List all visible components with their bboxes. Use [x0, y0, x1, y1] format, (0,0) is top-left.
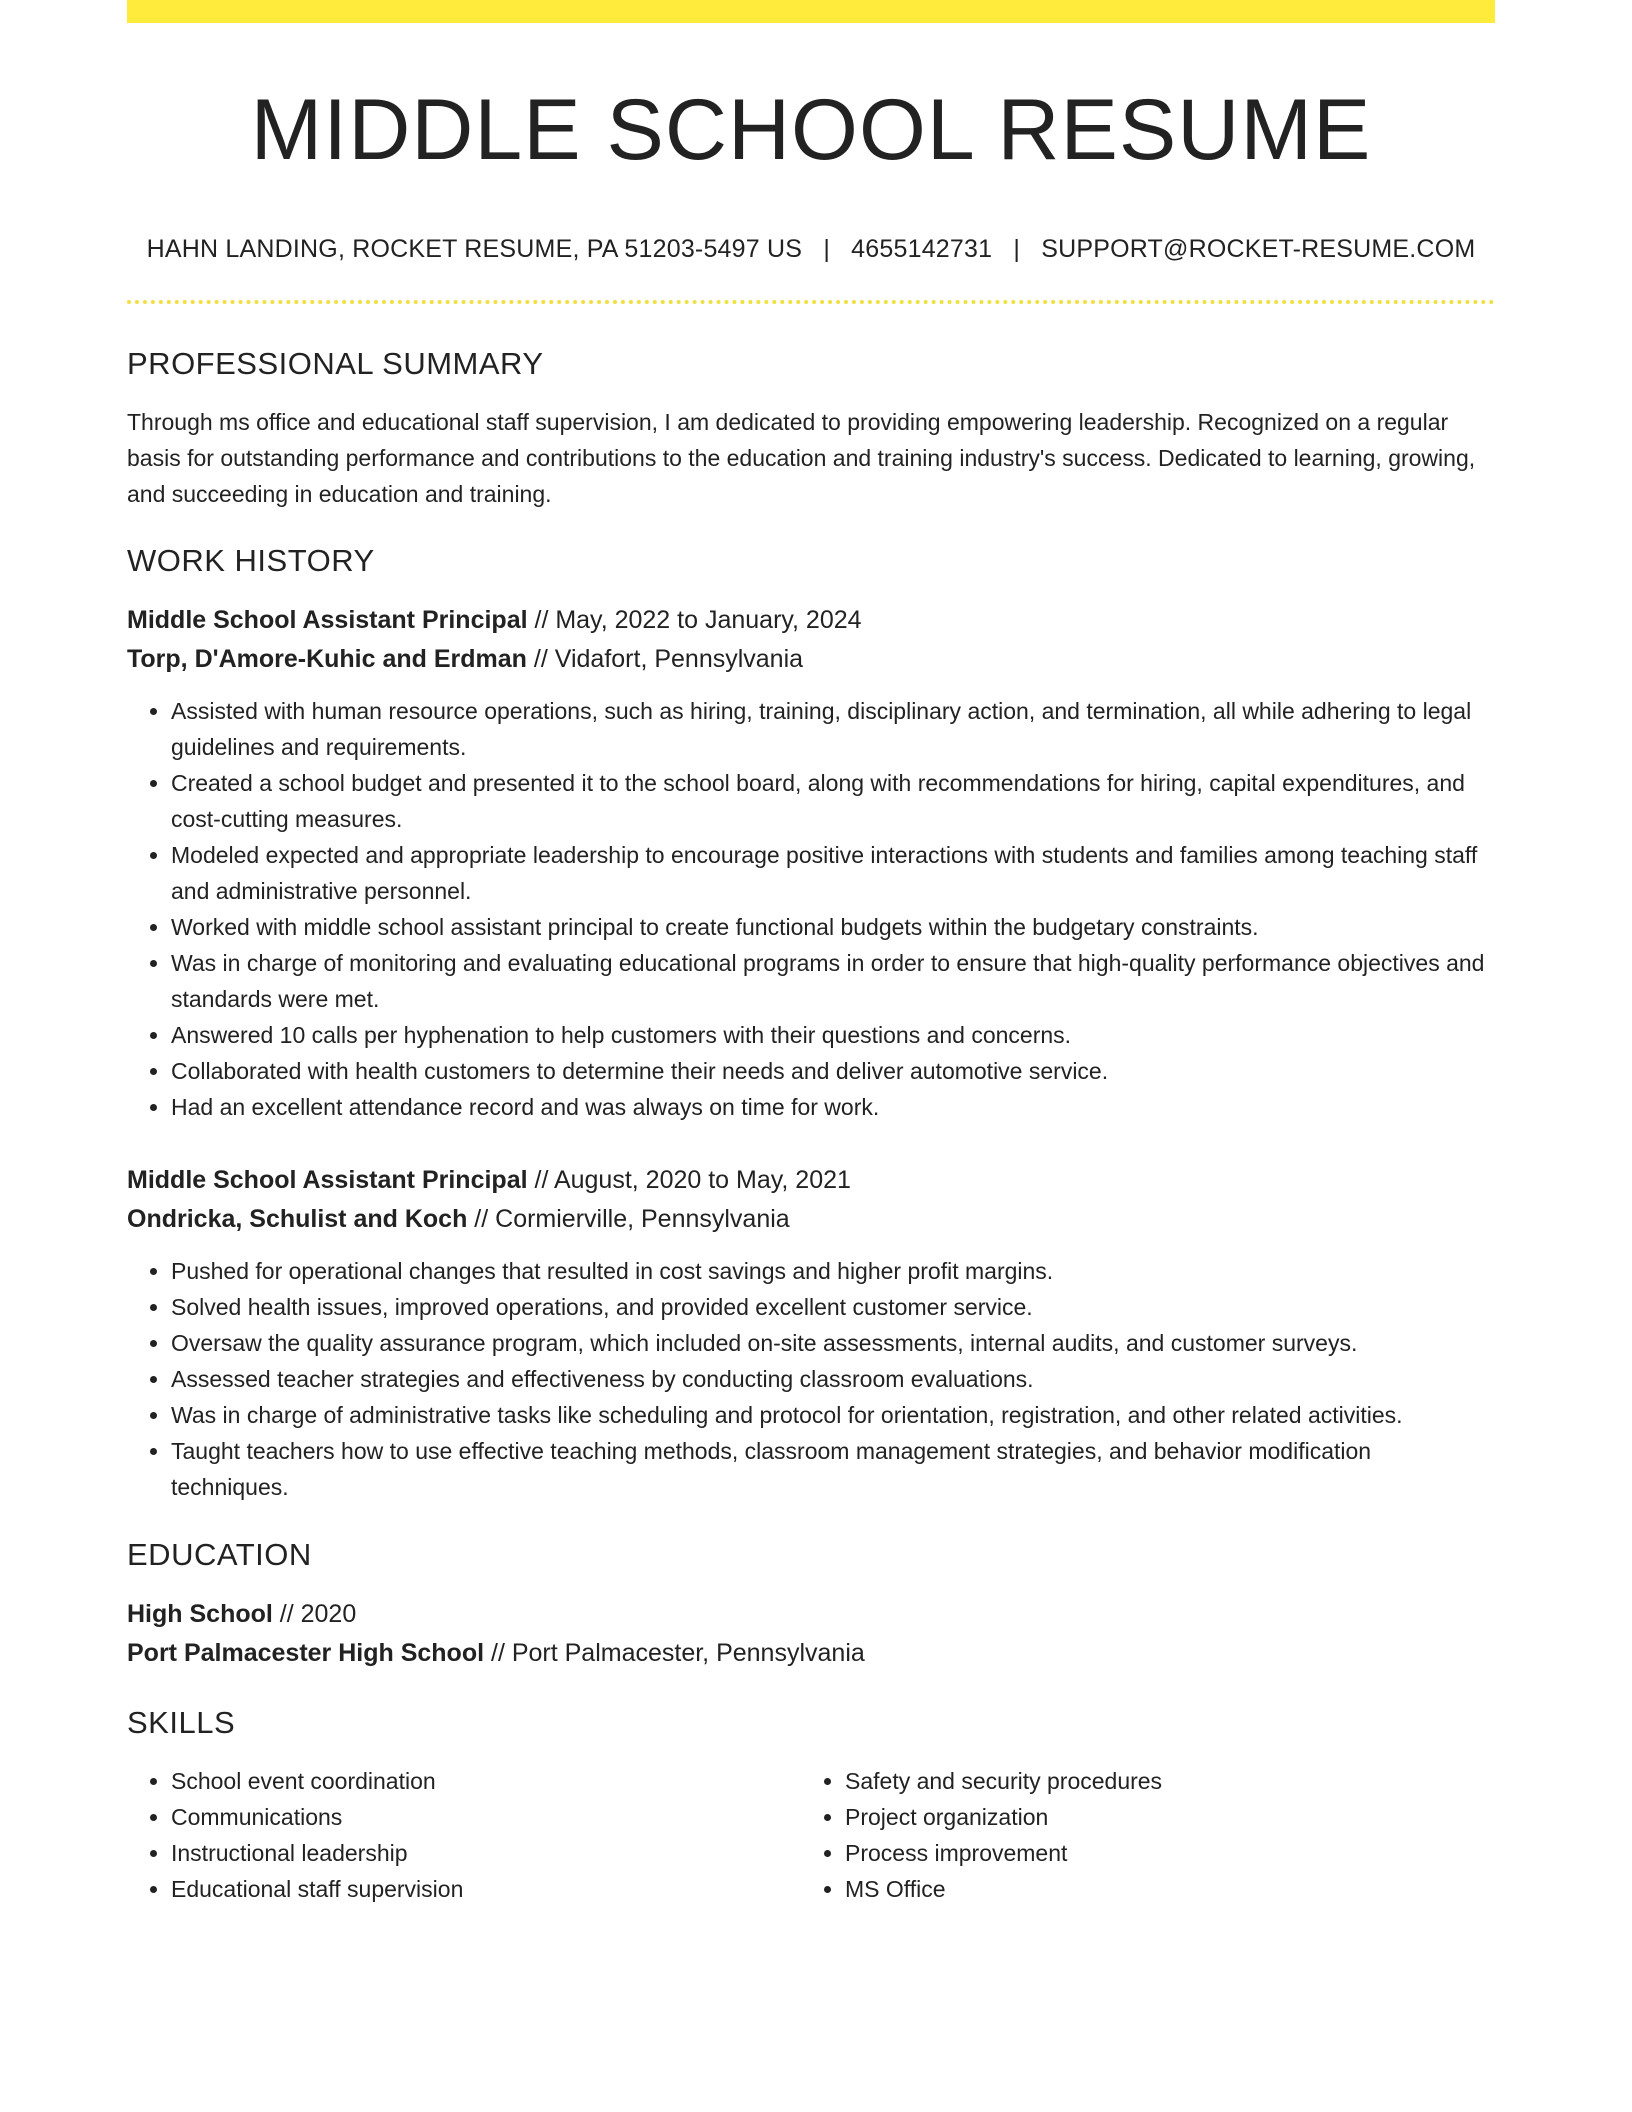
job-title: Middle School Assistant Principal	[127, 1166, 528, 1194]
skill-item: • Instructional leadership	[171, 1835, 801, 1871]
job-dates: // May, 2022 to January, 2024	[527, 606, 862, 634]
skills-heading: SKILLS	[127, 1705, 236, 1740]
skills-list	[801, 1763, 1475, 1907]
job-bullet: • Solved health issues, improved operations, and provided excellent customer service.	[171, 1289, 1495, 1325]
skills-column-left	[127, 1763, 801, 1907]
summary-section	[127, 344, 1495, 512]
job-bullet: • Oversaw the quality assurance program, which included on-site assessments, internal audits, and customer surveys.	[171, 1325, 1495, 1361]
job-title: Middle School Assistant Principal	[127, 606, 528, 634]
job-title-line	[127, 1161, 1495, 1200]
contact-separator: |	[823, 235, 831, 263]
skills-columns	[127, 1763, 1495, 1907]
education-degree: High School	[127, 1600, 273, 1628]
job-bullets	[127, 693, 1495, 1125]
job-company: Torp, D'Amore-Kuhic and Erdman	[127, 645, 527, 673]
education-school-line	[127, 1634, 1495, 1673]
skills-list	[127, 1763, 801, 1907]
job-bullet: • Was in charge of monitoring and evaluating educational programs in order to ensure that high-quality performance objectives and standards were met.	[171, 945, 1495, 1017]
skills-column-right	[801, 1763, 1475, 1907]
skill-item: • Safety and security procedures	[845, 1763, 1475, 1799]
job-location: // Vidafort, Pennsylvania	[526, 645, 804, 673]
contact-line	[127, 232, 1495, 266]
job-bullet: • Had an excellent attendance record and was always on time for work.	[171, 1089, 1495, 1125]
job-bullet: • Collaborated with health customers to determine their needs and deliver automotive service.	[171, 1053, 1495, 1089]
job-bullet: • Was in charge of administrative tasks like scheduling and protocol for orientation, registration, and other related activities.	[171, 1397, 1495, 1433]
job-bullet: • Pushed for operational changes that resulted in cost savings and higher profit margins.	[171, 1253, 1495, 1289]
job-title-line	[127, 601, 1495, 640]
job-company-line	[127, 640, 1495, 679]
skills-section	[127, 1703, 1495, 1907]
education-location: // Port Palmacester, Pennsylvania	[484, 1639, 865, 1667]
contact-address: HAHN LANDING, ROCKET RESUME, PA 51203-5497 US	[146, 235, 803, 263]
work-section	[127, 541, 1495, 1505]
job-bullet: • Answered 10 calls per hyphenation to help customers with their questions and concerns.	[171, 1017, 1495, 1053]
contact-email: SUPPORT@ROCKET-RESUME.COM	[1041, 235, 1476, 263]
skill-item: • School event coordination	[171, 1763, 801, 1799]
job-bullet: • Created a school budget and presented it to the school board, along with recommendations for hiring, capital expenditures, and cost-cutting measures.	[171, 765, 1495, 837]
resume-title: MIDDLE SCHOOL RESUME	[250, 82, 1372, 178]
skill-item: • Educational staff supervision	[171, 1871, 801, 1907]
skill-item: • Project organization	[845, 1799, 1475, 1835]
skill-item: • Process improvement	[845, 1835, 1475, 1871]
education-school: Port Palmacester High School	[127, 1639, 485, 1667]
job-location: // Cormierville, Pennsylvania	[467, 1205, 790, 1233]
job-bullet: • Assisted with human resource operations, such as hiring, training, disciplinary action, and termination, all while adhering to legal guidelines and requirements.	[171, 693, 1495, 765]
job-bullet: • Assessed teacher strategies and effectiveness by conducting classroom evaluations.	[171, 1361, 1495, 1397]
education-heading: EDUCATION	[127, 1537, 312, 1572]
job-entry	[127, 601, 1495, 1125]
job-bullet: • Taught teachers how to use effective teaching methods, classroom management strategies, and behavior modification techniques.	[171, 1433, 1495, 1505]
header-divider	[127, 300, 1495, 304]
contact-separator: |	[1013, 235, 1021, 263]
education-degree-line	[127, 1595, 1495, 1634]
job-entry	[127, 1161, 1495, 1505]
education-entry	[127, 1595, 1495, 1673]
summary-heading: PROFESSIONAL SUMMARY	[127, 346, 544, 381]
education-section	[127, 1535, 1495, 1673]
resume-content	[127, 0, 1495, 1907]
summary-text: Through ms office and educational staff supervision, I am dedicated to providing empowering leadership. Recognized on a regular basis for outstanding performance and contributions to the education and training industry's success. Dedicated to learning, growing, and succeeding in education and training.	[127, 409, 1476, 507]
skill-item: • MS Office	[845, 1871, 1475, 1907]
contact-phone: 4655142731	[851, 235, 993, 263]
job-bullet: • Worked with middle school assistant principal to create functional budgets within the budgetary constraints.	[171, 909, 1495, 945]
skill-item: • Communications	[171, 1799, 801, 1835]
job-company-line	[127, 1200, 1495, 1239]
job-bullet: • Modeled expected and appropriate leadership to encourage positive interactions with students and families among teaching staff and administrative personnel.	[171, 837, 1495, 909]
education-year: // 2020	[272, 1600, 357, 1628]
work-heading: WORK HISTORY	[127, 543, 375, 578]
job-dates: // August, 2020 to May, 2021	[527, 1166, 851, 1194]
job-company: Ondricka, Schulist and Koch	[127, 1205, 468, 1233]
job-bullets	[127, 1253, 1495, 1505]
